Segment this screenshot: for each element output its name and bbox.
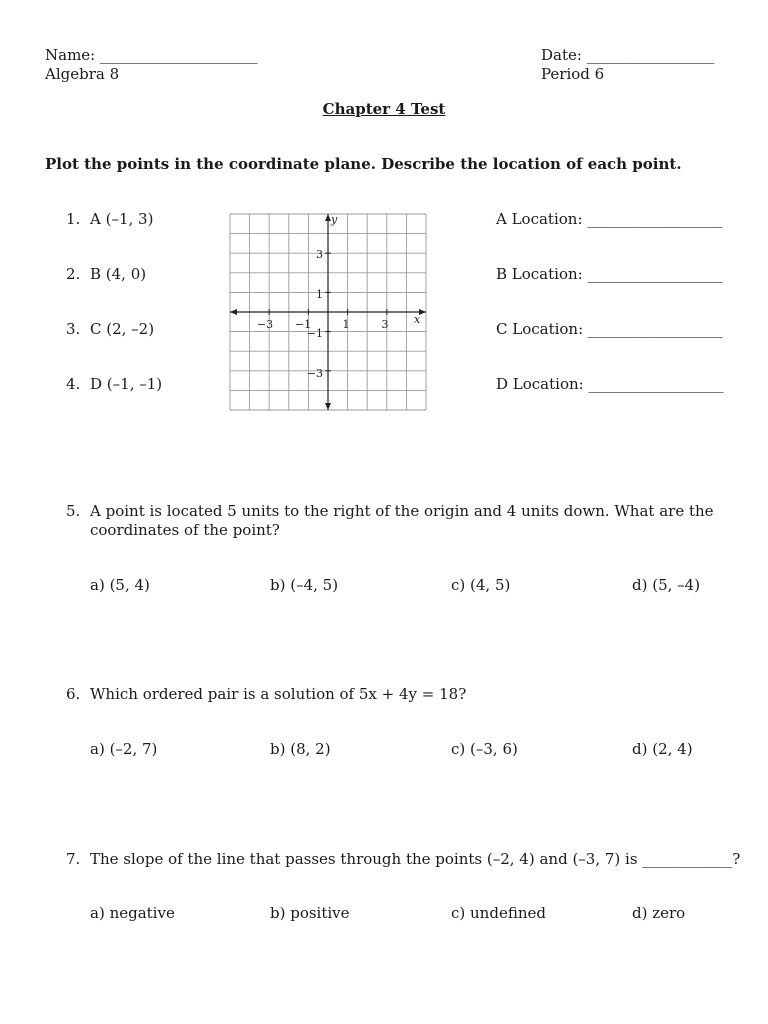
choice-b[interactable]: b) (8, 2) [270,740,331,758]
choice-c[interactable]: c) (–3, 6) [451,740,518,758]
item-number: 1. [66,210,81,228]
point-c: C (2, –2) [90,320,155,338]
choice-a[interactable]: a) (–2, 7) [90,740,158,758]
choice-d[interactable]: d) (5, –4) [632,576,701,594]
question-text: Which ordered pair is a solution of 5x + 4y = 18? [90,685,467,703]
instructions: Plot the points in the coordinate plane. Describe the location of each point. [45,155,682,173]
location-d-field[interactable]: D Location: __________________ [496,375,724,393]
question-number: 5. [66,502,81,520]
choice-a[interactable]: a) (5, 4) [90,576,150,594]
choice-b[interactable]: b) (–4, 5) [270,576,339,594]
x-tick-label: −3 [256,318,274,331]
question-number: 7. [66,850,81,868]
choice-a[interactable]: a) negative [90,904,175,922]
choice-b[interactable]: b) positive [270,904,350,922]
name-field[interactable]: Name: _____________________ [45,46,258,64]
coordinate-grid[interactable] [228,212,428,416]
location-b-field[interactable]: B Location: __________________ [496,265,723,283]
page-title: Chapter 4 Test [322,100,446,118]
x-tick-label: 3 [381,318,389,331]
y-tick-label: 3 [316,248,323,261]
question-text: A point is located 5 units to the right of the origin and 4 units down. What are the [90,502,714,520]
point-a: A (–1, 3) [90,210,154,228]
x-axis-label: x [414,313,421,326]
point-b: B (4, 0) [90,265,147,283]
grid-axes [230,214,426,410]
question-number: 6. [66,685,81,703]
location-c-field[interactable]: C Location: __________________ [496,320,723,338]
x-tick-label: −1 [294,318,312,331]
choice-d[interactable]: d) zero [632,904,686,922]
y-tick-label: 1 [316,288,323,301]
choice-c[interactable]: c) undefined [451,904,546,922]
location-a-field[interactable]: A Location: __________________ [496,210,723,228]
y-tick-label: −1 [306,327,323,340]
date-field[interactable]: Date: _________________ [541,46,715,64]
y-axis-label: y [331,213,338,226]
item-number: 3. [66,320,81,338]
question-text-cont: coordinates of the point? [90,521,280,539]
course-label: Algebra 8 [45,65,120,83]
x-axis-arrow-left [230,309,237,315]
item-number: 4. [66,375,81,393]
question-text: The slope of the line that passes through the points (–2, 4) and (–3, 7) is ____________? [90,850,741,868]
point-d: D (–1, –1) [90,375,163,393]
y-tick-label: −3 [306,367,323,380]
period-label: Period 6 [541,65,605,83]
y-axis-arrow-down [325,403,331,410]
item-number: 2. [66,265,81,283]
choice-d[interactable]: d) (2, 4) [632,740,693,758]
x-tick-label: 1 [342,318,350,331]
choice-c[interactable]: c) (4, 5) [451,576,511,594]
